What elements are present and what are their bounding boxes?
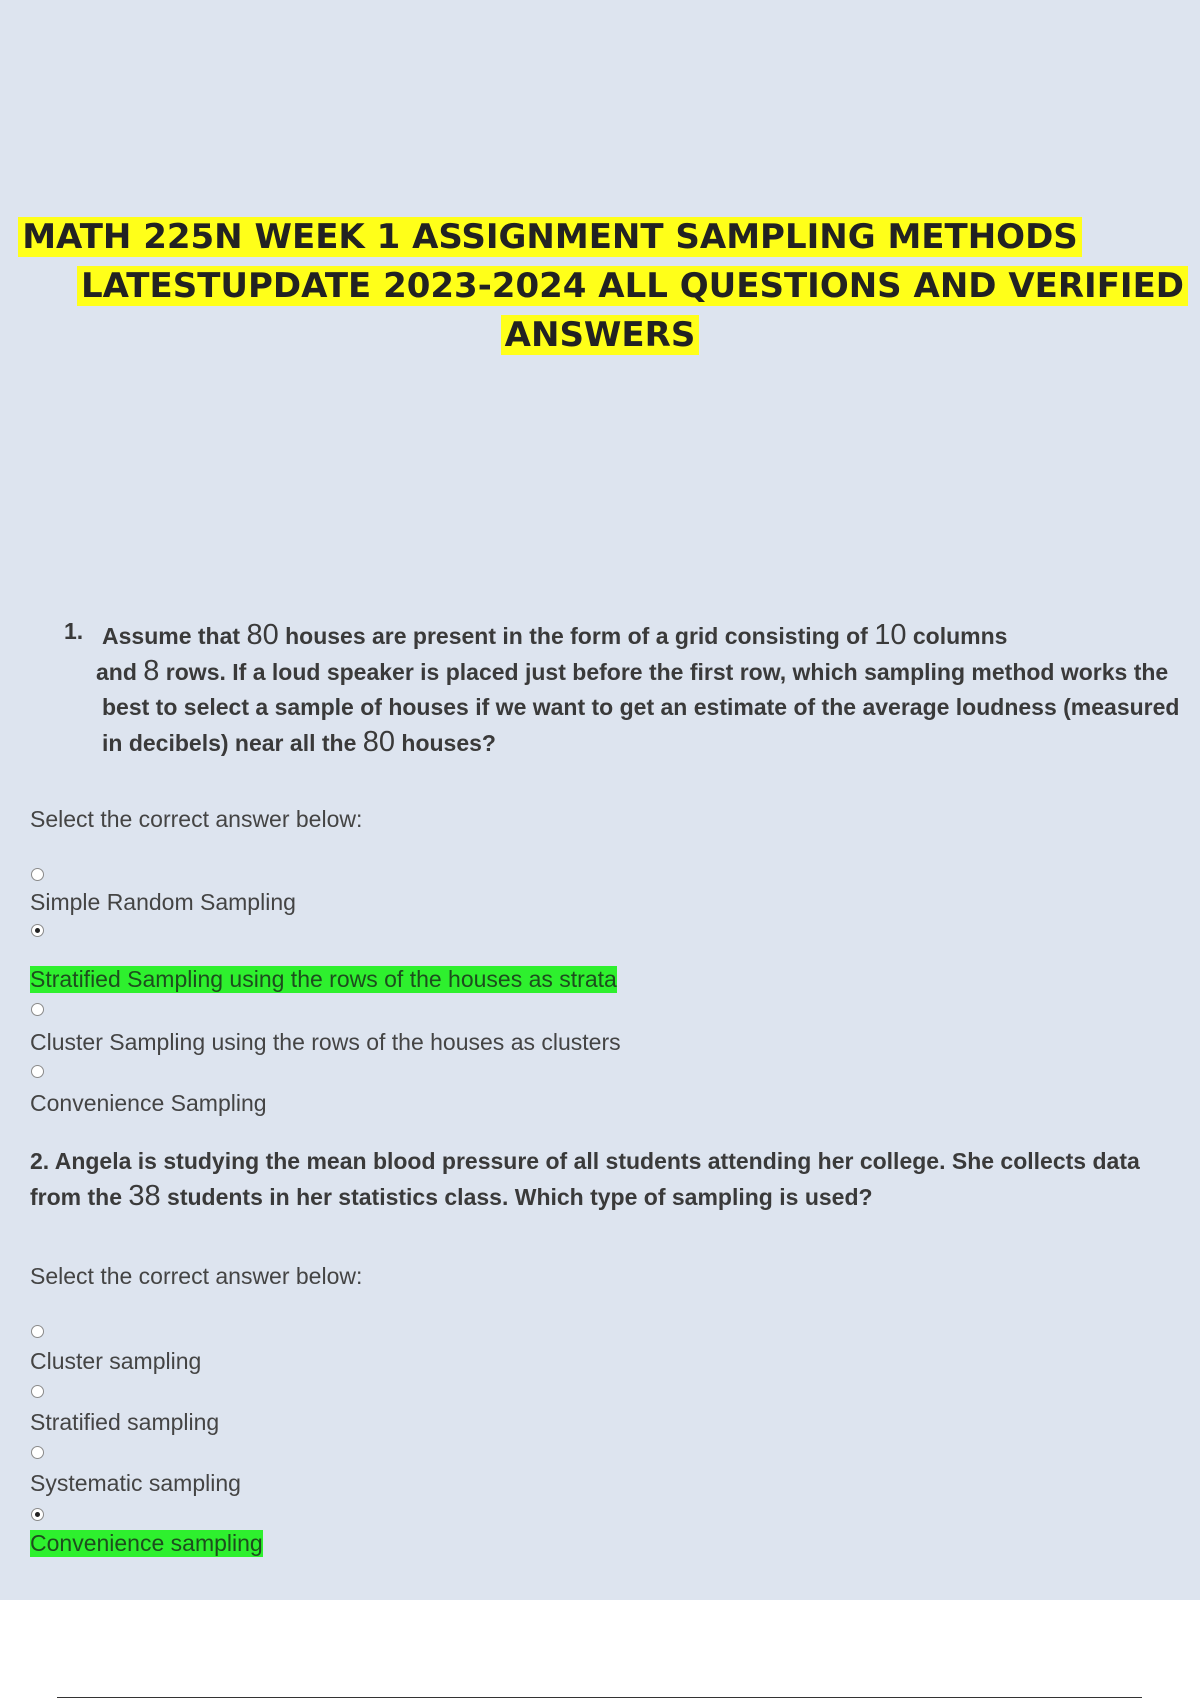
q2-option-3-label[interactable]: Systematic sampling	[30, 1470, 241, 1496]
q2-option-3-radio[interactable]	[31, 1446, 44, 1459]
q1-option-4-radio[interactable]	[31, 1065, 44, 1078]
footer-divider	[57, 1697, 1142, 1698]
title-line-3: ANSWERS	[501, 315, 700, 355]
q1-option-1-label[interactable]: Simple Random Sampling	[30, 889, 296, 915]
title-line-2: LATESTUPDATE 2023-2024 ALL QUESTIONS AND VERIFIED	[77, 266, 1188, 306]
q2-option-4-label[interactable]: Convenience sampling	[30, 1530, 263, 1556]
q2-option-1-radio[interactable]	[31, 1325, 44, 1338]
q1-option-3-radio[interactable]	[31, 1003, 44, 1016]
question-1-prompt: Select the correct answer below:	[30, 806, 363, 832]
question-1-text: Assume that 80 houses are present in the form of a grid consisting of 10 columns and 8 rows. If a loud speaker is placed just before the first row, which sampling method works the best to select a sample of houses if we want to get an estimate of the average loudness (measured in decibels) near all the 80 houses?	[96, 619, 1180, 758]
q2-option-4-radio[interactable]	[31, 1508, 44, 1521]
q1-option-1-radio[interactable]	[31, 868, 44, 881]
question-1-number: 1.	[64, 618, 84, 644]
q2-option-2-label[interactable]: Stratified sampling	[30, 1409, 220, 1435]
q1-option-2-radio[interactable]	[31, 924, 44, 937]
title-line-1: MATH 225N WEEK 1 ASSIGNMENT SAMPLING METHODS	[18, 217, 1082, 257]
q2-option-2-radio[interactable]	[31, 1385, 44, 1398]
q1-option-3-label[interactable]: Cluster Sampling using the rows of the houses as clusters	[30, 1029, 621, 1055]
q1-option-2-label[interactable]: Stratified Sampling using the rows of the houses as strata	[30, 966, 617, 992]
question-2-text: 2. Angela is studying the mean blood pressure of all students attending her college. She collects data from the 38 students in her statistics class. Which type of sampling is used?	[30, 1148, 1140, 1212]
q1-option-4-label[interactable]: Convenience Sampling	[30, 1090, 267, 1116]
question-2-prompt: Select the correct answer below:	[30, 1263, 363, 1289]
q2-option-1-label[interactable]: Cluster sampling	[30, 1348, 202, 1374]
document-title	[0, 213, 1200, 360]
